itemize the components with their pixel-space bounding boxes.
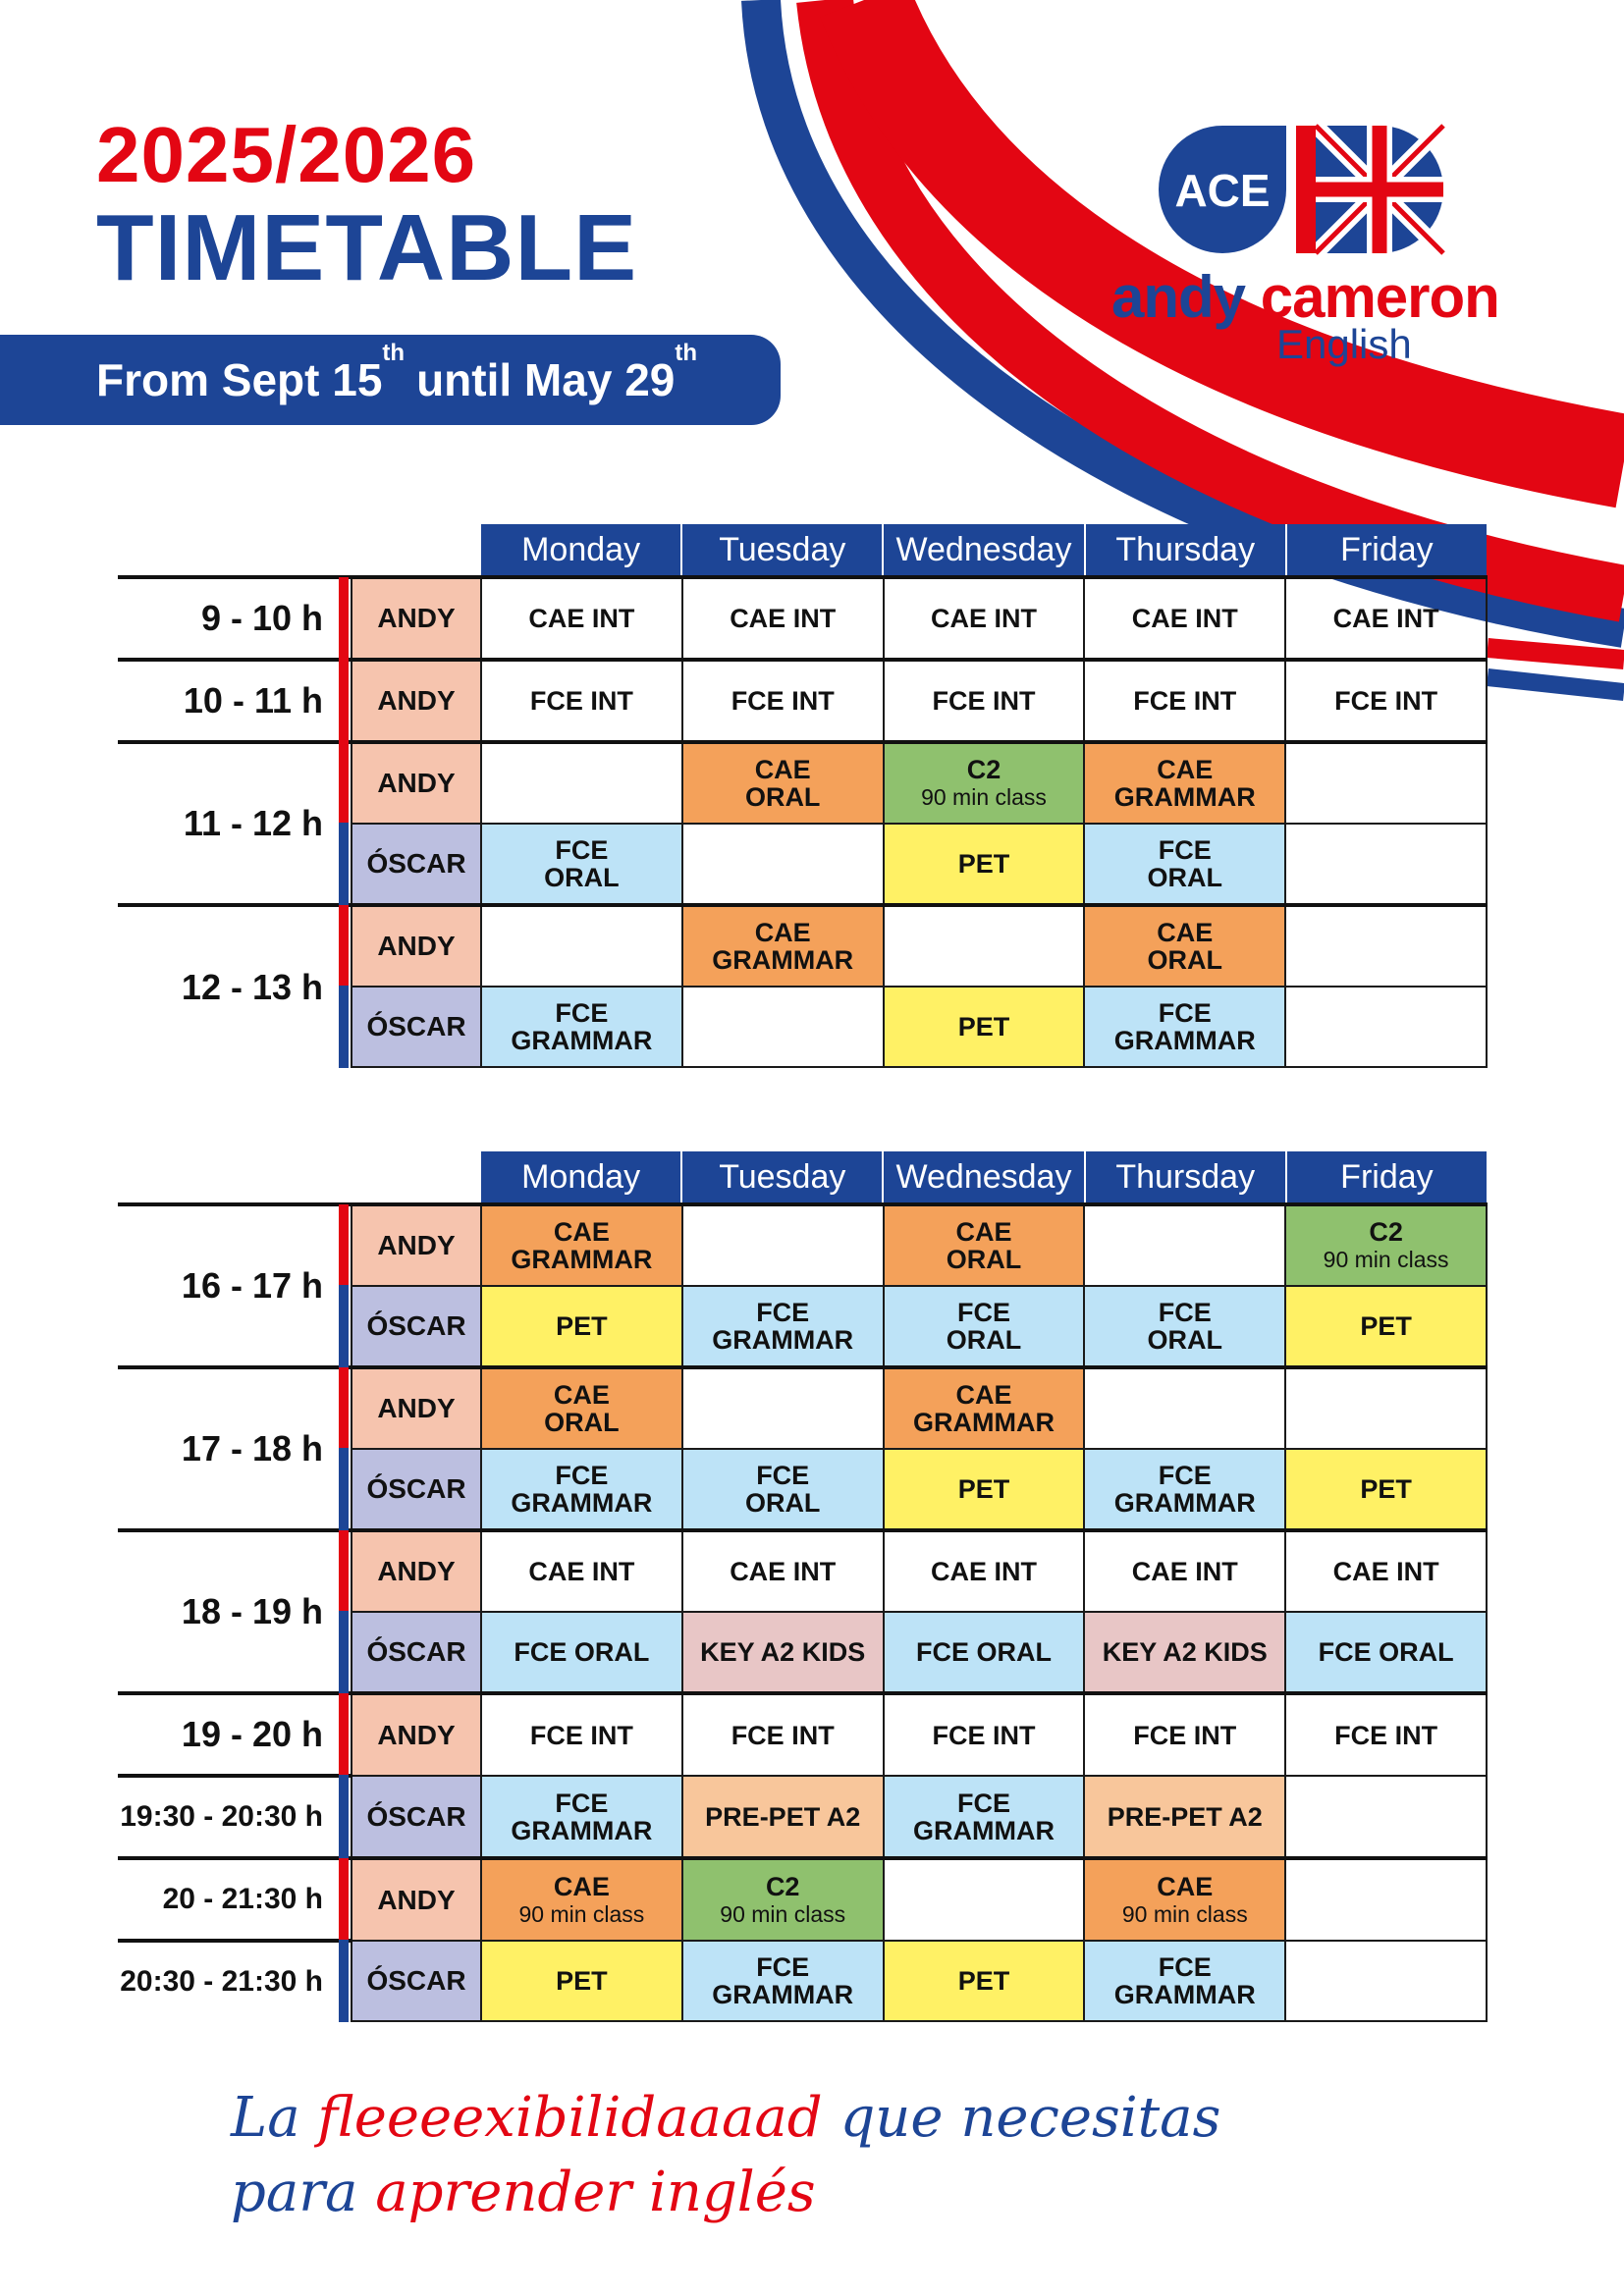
afternoon-day-header: [481, 1151, 1487, 1202]
teacher-cell: ÓSCAR: [352, 987, 481, 1067]
class-cell: CAE GRAMMAR: [1084, 742, 1285, 824]
class-cell: [1285, 742, 1487, 824]
class-cell: FCE INT: [1084, 660, 1285, 742]
class-cell: FCE INT: [1285, 1693, 1487, 1776]
teacher-cell: ANDY: [352, 1530, 481, 1612]
timetable-row: [118, 742, 1487, 824]
teacher-cell: ÓSCAR: [352, 1449, 481, 1530]
time-slot: 19:30 - 20:30 h: [118, 1776, 352, 1858]
class-cell: PET: [481, 1286, 682, 1367]
class-cell: [682, 987, 884, 1067]
time-slot: 19 - 20 h: [118, 1693, 352, 1776]
class-cell: CAE GRAMMAR: [481, 1204, 682, 1286]
class-cell: CAE GRAMMAR: [682, 905, 884, 987]
teacher-cell: ANDY: [352, 905, 481, 987]
class-cell: FCE INT: [1084, 1693, 1285, 1776]
teacher-cell: ÓSCAR: [352, 1286, 481, 1367]
class-cell: [884, 1858, 1085, 1941]
banner-until: until May 29: [416, 354, 676, 405]
day-header: Wednesday: [884, 524, 1085, 575]
class-cell: PET: [884, 987, 1085, 1067]
class-cell: FCE GRAMMAR: [1084, 1941, 1285, 2021]
slogan-word: fleeeexibilidaaaad: [317, 2086, 823, 2150]
class-cell: PET: [481, 1941, 682, 2021]
class-cell: FCE INT: [682, 660, 884, 742]
timetable-row: [118, 1693, 1487, 1776]
class-cell: CAE ORAL: [884, 1204, 1085, 1286]
class-cell: FCE ORAL: [682, 1449, 884, 1530]
year-heading: 2025/2026: [96, 111, 477, 198]
time-slot: 11 - 12 h: [118, 742, 352, 905]
day-header: Tuesday: [682, 524, 884, 575]
class-cell: CAE INT: [1285, 577, 1487, 660]
teacher-cell: ANDY: [352, 1693, 481, 1776]
class-cell: FCE GRAMMAR: [682, 1941, 884, 2021]
class-cell: [682, 1367, 884, 1449]
class-cell: FCE ORAL: [1285, 1612, 1487, 1693]
class-cell: [884, 742, 1085, 824]
timetable-row: [118, 1858, 1487, 1941]
slogan-word: La: [231, 2086, 300, 2150]
teacher-cell: ANDY: [352, 1367, 481, 1449]
day-header: Wednesday: [884, 1151, 1085, 1202]
class-cell: PET: [1285, 1449, 1487, 1530]
class-cell: FCE GRAMMAR: [1084, 987, 1285, 1067]
class-cell: FCE ORAL: [481, 824, 682, 905]
class-cell: [1285, 987, 1487, 1067]
teacher-cell: ÓSCAR: [352, 824, 481, 905]
timetable-row: [118, 1367, 1487, 1449]
day-header: Tuesday: [682, 1151, 884, 1202]
class-cell: FCE INT: [1285, 660, 1487, 742]
teacher-cell: ANDY: [352, 660, 481, 742]
teacher-cell: ANDY: [352, 1858, 481, 1941]
class-cell: CAE INT: [1084, 1530, 1285, 1612]
class-cell: KEY A2 KIDS: [682, 1612, 884, 1693]
afternoon-timetable: [118, 1202, 1488, 2022]
class-cell: FCE GRAMMAR: [481, 987, 682, 1067]
class-cell: [481, 905, 682, 987]
timetable-row: [118, 1776, 1487, 1858]
banner-from-sup: th: [382, 340, 406, 366]
time-slot: 20 - 21:30 h: [118, 1858, 352, 1941]
class-cell: FCE INT: [481, 1693, 682, 1776]
banner-until-sup: th: [675, 340, 698, 366]
logo-text: ACE: [1174, 165, 1271, 216]
class-cell: FCE ORAL: [1084, 824, 1285, 905]
teacher-cell: ÓSCAR: [352, 1941, 481, 2021]
class-cell: PET: [884, 824, 1085, 905]
brand-name-andy: andy: [1111, 264, 1246, 330]
class-name: C2: [1369, 1217, 1403, 1247]
class-cell: FCE INT: [682, 1693, 884, 1776]
class-cell: CAE GRAMMAR: [884, 1367, 1085, 1449]
class-cell: FCE ORAL: [1084, 1286, 1285, 1367]
timetable-row: [118, 1204, 1487, 1286]
class-cell: [1285, 1941, 1487, 2021]
class-cell: FCE ORAL: [481, 1612, 682, 1693]
class-cell: [481, 742, 682, 824]
morning-timetable: [118, 575, 1488, 1068]
time-slot: 17 - 18 h: [118, 1367, 352, 1530]
class-cell: FCE INT: [481, 660, 682, 742]
banner-from: From Sept 15: [96, 354, 383, 405]
class-cell: [682, 824, 884, 905]
class-cell: [1285, 824, 1487, 905]
class-cell: FCE INT: [884, 1693, 1085, 1776]
teacher-cell: ÓSCAR: [352, 1612, 481, 1693]
class-cell: PET: [884, 1941, 1085, 2021]
slogan-word: para: [231, 2161, 358, 2224]
time-slot: 10 - 11 h: [118, 660, 352, 742]
class-cell: CAE INT: [884, 1530, 1085, 1612]
class-cell: CAE INT: [481, 577, 682, 660]
class-cell: [1285, 1204, 1487, 1286]
date-range-banner: [0, 335, 781, 425]
class-cell: PET: [1285, 1286, 1487, 1367]
class-duration: 90 min class: [921, 784, 1047, 810]
class-cell: CAE INT: [1084, 577, 1285, 660]
class-cell: FCE GRAMMAR: [1084, 1449, 1285, 1530]
day-header: Thursday: [1086, 524, 1287, 575]
morning-day-header: [481, 524, 1487, 575]
timetable-row: [118, 1941, 1487, 2021]
time-slot: 20:30 - 21:30 h: [118, 1941, 352, 2021]
teacher-cell: ANDY: [352, 742, 481, 824]
class-name: C2: [966, 755, 1001, 784]
class-cell: PRE-PET A2: [682, 1776, 884, 1858]
class-name: CAE: [553, 1871, 610, 1901]
day-header: Friday: [1340, 530, 1434, 568]
day-header: Monday: [481, 1151, 682, 1202]
brand-name-cameron: cameron: [1260, 264, 1499, 330]
class-cell: CAE INT: [682, 577, 884, 660]
class-cell: [682, 1204, 884, 1286]
time-slot: 12 - 13 h: [118, 905, 352, 1067]
class-cell: FCE GRAMMAR: [682, 1286, 884, 1367]
class-cell: KEY A2 KIDS: [1084, 1612, 1285, 1693]
teacher-cell: ANDY: [352, 1204, 481, 1286]
slogan: [231, 2081, 1220, 2230]
time-slot: 16 - 17 h: [118, 1204, 352, 1367]
teacher-cell: ANDY: [352, 577, 481, 660]
timetable-row: [118, 577, 1487, 660]
class-duration: 90 min class: [518, 1900, 645, 1927]
time-slot: 18 - 19 h: [118, 1530, 352, 1693]
class-cell: CAE INT: [682, 1530, 884, 1612]
union-jack-icon: [1296, 126, 1443, 253]
class-cell: [1084, 1204, 1285, 1286]
time-slot: 9 - 10 h: [118, 577, 352, 660]
class-cell: [1084, 1858, 1285, 1941]
class-cell: [682, 1858, 884, 1941]
class-cell: FCE ORAL: [884, 1286, 1085, 1367]
class-cell: CAE ORAL: [481, 1367, 682, 1449]
slogan-word: que: [839, 2086, 944, 2150]
slogan-word: necesitas: [960, 2086, 1221, 2150]
class-cell: CAE INT: [884, 577, 1085, 660]
class-cell: FCE INT: [884, 660, 1085, 742]
class-cell: [1084, 1367, 1285, 1449]
class-duration: 90 min class: [720, 1900, 846, 1927]
class-cell: [1285, 1367, 1487, 1449]
class-cell: FCE GRAMMAR: [481, 1776, 682, 1858]
brand-subtitle: English: [1276, 321, 1412, 367]
class-cell: CAE ORAL: [1084, 905, 1285, 987]
timetable-title: TIMETABLE: [96, 195, 638, 300]
class-cell: FCE GRAMMAR: [884, 1776, 1085, 1858]
class-cell: [1285, 905, 1487, 987]
class-name: C2: [765, 1871, 800, 1901]
class-cell: FCE ORAL: [884, 1612, 1085, 1693]
day-header: Friday: [1340, 1157, 1434, 1196]
class-duration: 90 min class: [1121, 1900, 1248, 1927]
class-cell: CAE ORAL: [682, 742, 884, 824]
timetable-row: [118, 905, 1487, 987]
class-name: CAE: [1157, 1871, 1214, 1901]
class-cell: PRE-PET A2: [1084, 1776, 1285, 1858]
timetable-row: [118, 1530, 1487, 1612]
class-cell: [481, 1858, 682, 1941]
class-cell: FCE GRAMMAR: [481, 1449, 682, 1530]
class-cell: PET: [884, 1449, 1085, 1530]
class-duration: 90 min class: [1323, 1247, 1449, 1272]
timetable-row: [118, 660, 1487, 742]
class-cell: [1285, 1776, 1487, 1858]
day-header: Thursday: [1086, 1151, 1287, 1202]
day-header: Monday: [481, 524, 682, 575]
slogan-word: aprender: [375, 2161, 632, 2224]
slogan-word: inglés: [648, 2161, 816, 2224]
class-cell: [1285, 1858, 1487, 1941]
class-cell: CAE INT: [481, 1530, 682, 1612]
class-cell: CAE INT: [1285, 1530, 1487, 1612]
teacher-cell: ÓSCAR: [352, 1776, 481, 1858]
class-cell: [884, 905, 1085, 987]
